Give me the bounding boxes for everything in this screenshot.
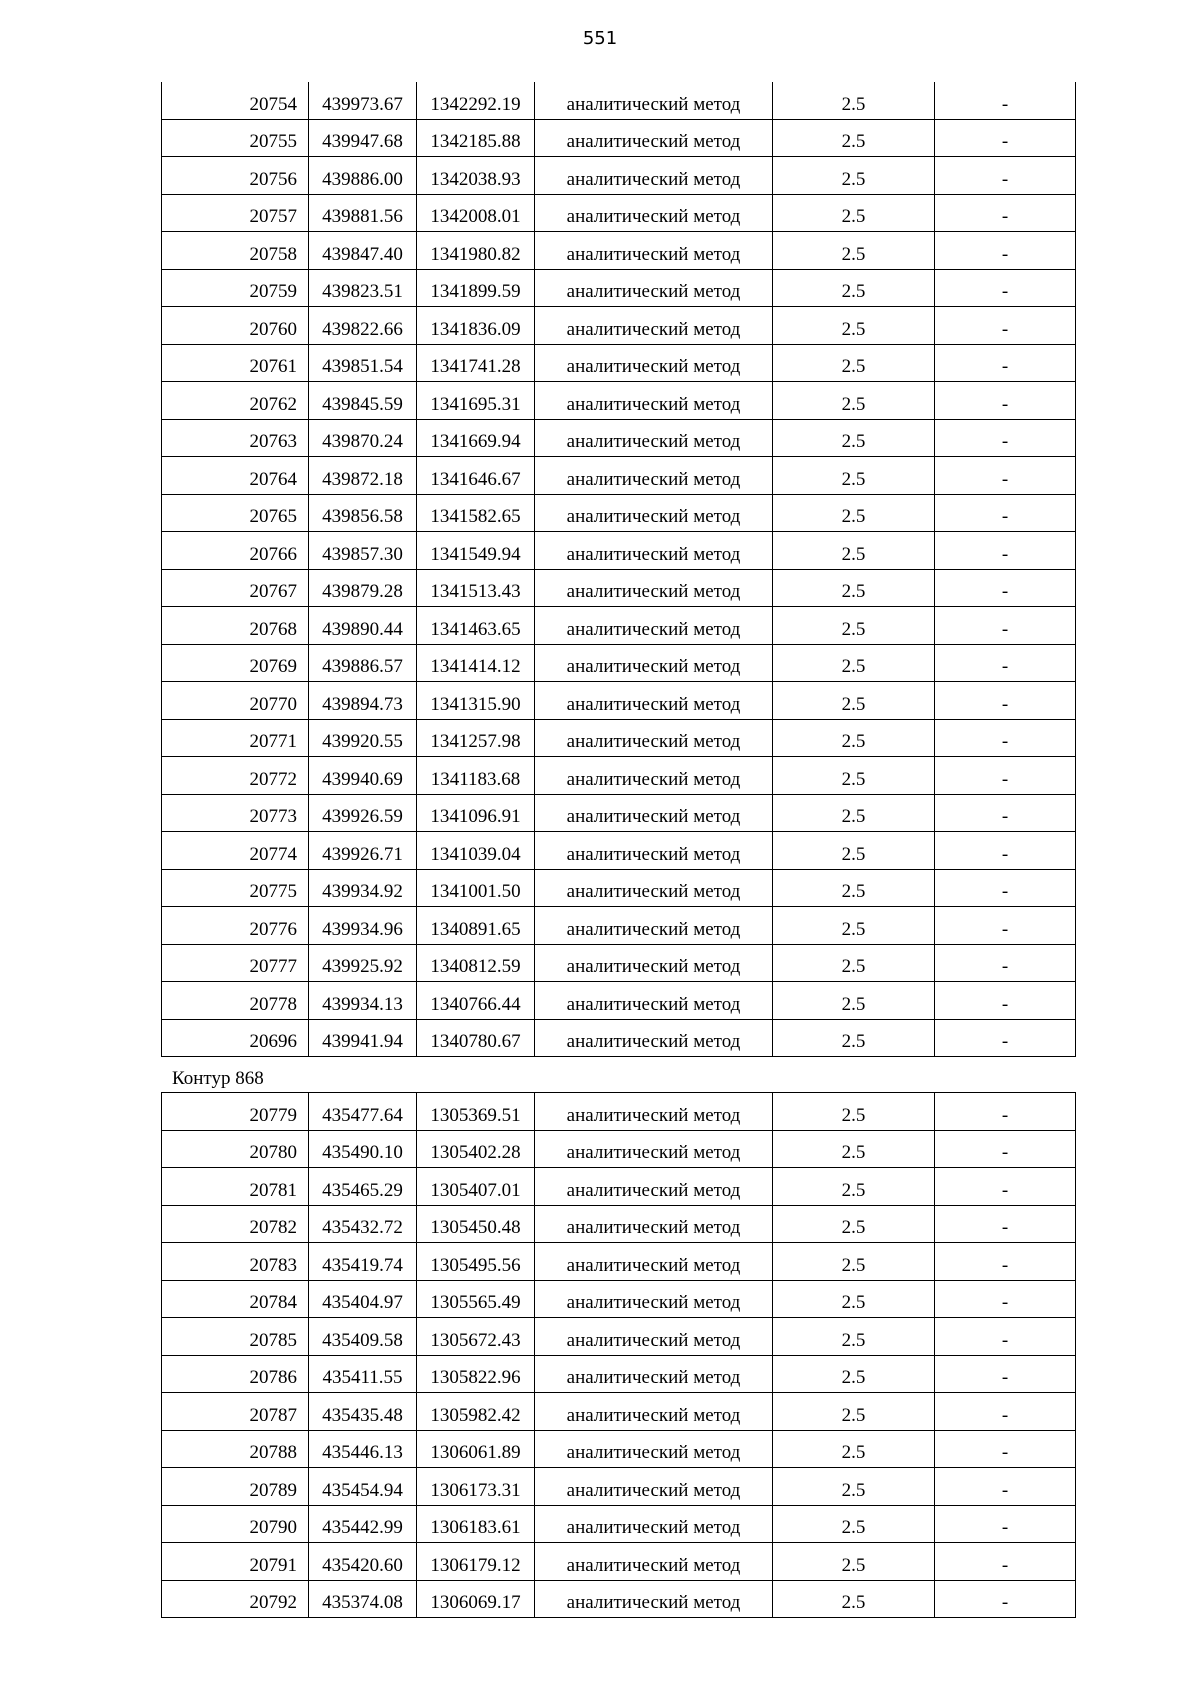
table-row: [162, 457, 1076, 495]
table-row: [162, 1130, 1076, 1168]
table-row: [162, 232, 1076, 270]
point-number-cell: 20696: [162, 1019, 309, 1057]
description-cell: -: [935, 869, 1076, 907]
accuracy-cell: 2.5: [773, 1168, 935, 1206]
method-cell: аналитический метод: [535, 82, 773, 119]
method-cell: аналитический метод: [535, 794, 773, 832]
description-cell: -: [935, 1243, 1076, 1281]
description-cell: -: [935, 1505, 1076, 1543]
method-cell: аналитический метод: [535, 1205, 773, 1243]
accuracy-cell: 2.5: [773, 1019, 935, 1057]
table-row: [162, 82, 1076, 119]
description-cell: -: [935, 1093, 1076, 1131]
x-coordinate-cell: 435411.55: [309, 1355, 417, 1393]
method-cell: аналитический метод: [535, 682, 773, 720]
description-cell: -: [935, 1205, 1076, 1243]
point-number-cell: 20780: [162, 1130, 309, 1168]
x-coordinate-cell: 439886.00: [309, 157, 417, 195]
accuracy-cell: 2.5: [773, 157, 935, 195]
point-number-cell: 20788: [162, 1430, 309, 1468]
method-cell: аналитический метод: [535, 1093, 773, 1131]
table-row: [162, 419, 1076, 457]
y-coordinate-cell: 1341001.50: [417, 869, 535, 907]
table-row: [162, 869, 1076, 907]
point-number-cell: 20766: [162, 532, 309, 570]
method-cell: аналитический метод: [535, 1580, 773, 1618]
description-cell: -: [935, 682, 1076, 720]
table-row: [162, 119, 1076, 157]
method-cell: аналитический метод: [535, 869, 773, 907]
coordinates-table-continued: [161, 82, 1076, 1057]
x-coordinate-cell: 439890.44: [309, 607, 417, 645]
accuracy-cell: 2.5: [773, 1543, 935, 1581]
accuracy-cell: 2.5: [773, 1393, 935, 1431]
description-cell: -: [935, 1355, 1076, 1393]
x-coordinate-cell: 435490.10: [309, 1130, 417, 1168]
table-row: [162, 157, 1076, 195]
table-row: [162, 1280, 1076, 1318]
y-coordinate-cell: 1340891.65: [417, 907, 535, 945]
y-coordinate-cell: 1341039.04: [417, 832, 535, 870]
table-row: [162, 907, 1076, 945]
coordinates-table-body: [162, 82, 1076, 1057]
y-coordinate-cell: 1306183.61: [417, 1505, 535, 1543]
description-cell: -: [935, 982, 1076, 1020]
y-coordinate-cell: 1306061.89: [417, 1430, 535, 1468]
y-coordinate-cell: 1340780.67: [417, 1019, 535, 1057]
point-number-cell: 20760: [162, 307, 309, 345]
x-coordinate-cell: 435446.13: [309, 1430, 417, 1468]
y-coordinate-cell: 1341549.94: [417, 532, 535, 570]
y-coordinate-cell: 1341414.12: [417, 644, 535, 682]
x-coordinate-cell: 435454.94: [309, 1468, 417, 1506]
accuracy-cell: 2.5: [773, 757, 935, 795]
point-number-cell: 20755: [162, 119, 309, 157]
point-number-cell: 20773: [162, 794, 309, 832]
coordinates-table-body: [162, 1093, 1076, 1618]
point-number-cell: 20758: [162, 232, 309, 270]
method-cell: аналитический метод: [535, 1468, 773, 1506]
y-coordinate-cell: 1341980.82: [417, 232, 535, 270]
table-row: [162, 307, 1076, 345]
point-number-cell: 20779: [162, 1093, 309, 1131]
description-cell: -: [935, 344, 1076, 382]
method-cell: аналитический метод: [535, 1130, 773, 1168]
y-coordinate-cell: 1305369.51: [417, 1093, 535, 1131]
description-cell: -: [935, 569, 1076, 607]
table-row: [162, 607, 1076, 645]
x-coordinate-cell: 439926.59: [309, 794, 417, 832]
accuracy-cell: 2.5: [773, 344, 935, 382]
point-number-cell: 20754: [162, 82, 309, 119]
description-cell: -: [935, 1543, 1076, 1581]
accuracy-cell: 2.5: [773, 232, 935, 270]
method-cell: аналитический метод: [535, 307, 773, 345]
y-coordinate-cell: 1341096.91: [417, 794, 535, 832]
table-row: [162, 1543, 1076, 1581]
description-cell: -: [935, 607, 1076, 645]
method-cell: аналитический метод: [535, 344, 773, 382]
accuracy-cell: 2.5: [773, 382, 935, 420]
page-number: 551: [582, 28, 618, 49]
point-number-cell: 20790: [162, 1505, 309, 1543]
description-cell: -: [935, 944, 1076, 982]
y-coordinate-cell: 1341513.43: [417, 569, 535, 607]
point-number-cell: 20778: [162, 982, 309, 1020]
table-row: [162, 944, 1076, 982]
accuracy-cell: 2.5: [773, 869, 935, 907]
accuracy-cell: 2.5: [773, 682, 935, 720]
x-coordinate-cell: 439886.57: [309, 644, 417, 682]
y-coordinate-cell: 1341741.28: [417, 344, 535, 382]
y-coordinate-cell: 1342185.88: [417, 119, 535, 157]
description-cell: -: [935, 119, 1076, 157]
method-cell: аналитический метод: [535, 382, 773, 420]
description-cell: -: [935, 532, 1076, 570]
accuracy-cell: 2.5: [773, 194, 935, 232]
accuracy-cell: 2.5: [773, 307, 935, 345]
table-row: [162, 1243, 1076, 1281]
accuracy-cell: 2.5: [773, 907, 935, 945]
x-coordinate-cell: 439947.68: [309, 119, 417, 157]
x-coordinate-cell: 435419.74: [309, 1243, 417, 1281]
accuracy-cell: 2.5: [773, 982, 935, 1020]
accuracy-cell: 2.5: [773, 1430, 935, 1468]
table-row: [162, 382, 1076, 420]
x-coordinate-cell: 435435.48: [309, 1393, 417, 1431]
description-cell: -: [935, 719, 1076, 757]
table-row: [162, 1430, 1076, 1468]
x-coordinate-cell: 439934.92: [309, 869, 417, 907]
method-cell: аналитический метод: [535, 269, 773, 307]
point-number-cell: 20776: [162, 907, 309, 945]
y-coordinate-cell: 1341695.31: [417, 382, 535, 420]
coordinates-table-contour-868: [161, 1092, 1076, 1618]
method-cell: аналитический метод: [535, 719, 773, 757]
method-cell: аналитический метод: [535, 1243, 773, 1281]
accuracy-cell: 2.5: [773, 532, 935, 570]
description-cell: -: [935, 157, 1076, 195]
table-row: [162, 1205, 1076, 1243]
y-coordinate-cell: 1341669.94: [417, 419, 535, 457]
method-cell: аналитический метод: [535, 982, 773, 1020]
description-cell: -: [935, 82, 1076, 119]
method-cell: аналитический метод: [535, 607, 773, 645]
table-row: [162, 644, 1076, 682]
y-coordinate-cell: 1342292.19: [417, 82, 535, 119]
table-row: [162, 1019, 1076, 1057]
table-row: [162, 1355, 1076, 1393]
table-row: [162, 982, 1076, 1020]
table-row: [162, 1468, 1076, 1506]
method-cell: аналитический метод: [535, 1318, 773, 1356]
point-number-cell: 20761: [162, 344, 309, 382]
description-cell: -: [935, 1019, 1076, 1057]
accuracy-cell: 2.5: [773, 719, 935, 757]
method-cell: аналитический метод: [535, 832, 773, 870]
x-coordinate-cell: 439973.67: [309, 82, 417, 119]
method-cell: аналитический метод: [535, 157, 773, 195]
point-number-cell: 20763: [162, 419, 309, 457]
table-row: [162, 494, 1076, 532]
x-coordinate-cell: 439934.13: [309, 982, 417, 1020]
y-coordinate-cell: 1342038.93: [417, 157, 535, 195]
point-number-cell: 20756: [162, 157, 309, 195]
method-cell: аналитический метод: [535, 1280, 773, 1318]
method-cell: аналитический метод: [535, 1505, 773, 1543]
x-coordinate-cell: 439926.71: [309, 832, 417, 870]
method-cell: аналитический метод: [535, 532, 773, 570]
accuracy-cell: 2.5: [773, 82, 935, 119]
x-coordinate-cell: 439851.54: [309, 344, 417, 382]
table-row: [162, 1393, 1076, 1431]
accuracy-cell: 2.5: [773, 644, 935, 682]
point-number-cell: 20787: [162, 1393, 309, 1431]
accuracy-cell: 2.5: [773, 1280, 935, 1318]
method-cell: аналитический метод: [535, 1168, 773, 1206]
table-row: [162, 194, 1076, 232]
point-number-cell: 20759: [162, 269, 309, 307]
accuracy-cell: 2.5: [773, 1205, 935, 1243]
x-coordinate-cell: 439847.40: [309, 232, 417, 270]
method-cell: аналитический метод: [535, 457, 773, 495]
accuracy-cell: 2.5: [773, 419, 935, 457]
x-coordinate-cell: 439872.18: [309, 457, 417, 495]
x-coordinate-cell: 439934.96: [309, 907, 417, 945]
method-cell: аналитический метод: [535, 419, 773, 457]
description-cell: -: [935, 1318, 1076, 1356]
accuracy-cell: 2.5: [773, 832, 935, 870]
description-cell: -: [935, 1130, 1076, 1168]
point-number-cell: 20774: [162, 832, 309, 870]
y-coordinate-cell: 1341257.98: [417, 719, 535, 757]
description-cell: -: [935, 419, 1076, 457]
contour-label: Контур 868: [172, 1068, 264, 1089]
x-coordinate-cell: 439823.51: [309, 269, 417, 307]
x-coordinate-cell: 439845.59: [309, 382, 417, 420]
description-cell: -: [935, 1393, 1076, 1431]
point-number-cell: 20771: [162, 719, 309, 757]
accuracy-cell: 2.5: [773, 944, 935, 982]
description-cell: -: [935, 644, 1076, 682]
accuracy-cell: 2.5: [773, 1318, 935, 1356]
y-coordinate-cell: 1341646.67: [417, 457, 535, 495]
x-coordinate-cell: 439879.28: [309, 569, 417, 607]
y-coordinate-cell: 1305495.56: [417, 1243, 535, 1281]
y-coordinate-cell: 1342008.01: [417, 194, 535, 232]
description-cell: -: [935, 382, 1076, 420]
point-number-cell: 20777: [162, 944, 309, 982]
x-coordinate-cell: 435404.97: [309, 1280, 417, 1318]
description-cell: -: [935, 269, 1076, 307]
y-coordinate-cell: 1306179.12: [417, 1543, 535, 1581]
description-cell: -: [935, 1580, 1076, 1618]
method-cell: аналитический метод: [535, 194, 773, 232]
y-coordinate-cell: 1305402.28: [417, 1130, 535, 1168]
accuracy-cell: 2.5: [773, 569, 935, 607]
y-coordinate-cell: 1305672.43: [417, 1318, 535, 1356]
description-cell: -: [935, 1168, 1076, 1206]
x-coordinate-cell: 435374.08: [309, 1580, 417, 1618]
y-coordinate-cell: 1341463.65: [417, 607, 535, 645]
y-coordinate-cell: 1305982.42: [417, 1393, 535, 1431]
description-cell: -: [935, 1430, 1076, 1468]
method-cell: аналитический метод: [535, 1393, 773, 1431]
point-number-cell: 20764: [162, 457, 309, 495]
description-cell: -: [935, 1280, 1076, 1318]
accuracy-cell: 2.5: [773, 1580, 935, 1618]
method-cell: аналитический метод: [535, 232, 773, 270]
accuracy-cell: 2.5: [773, 1130, 935, 1168]
y-coordinate-cell: 1305822.96: [417, 1355, 535, 1393]
accuracy-cell: 2.5: [773, 1355, 935, 1393]
method-cell: аналитический метод: [535, 119, 773, 157]
table-row: [162, 1318, 1076, 1356]
x-coordinate-cell: 435442.99: [309, 1505, 417, 1543]
x-coordinate-cell: 435409.58: [309, 1318, 417, 1356]
point-number-cell: 20762: [162, 382, 309, 420]
method-cell: аналитический метод: [535, 644, 773, 682]
point-number-cell: 20775: [162, 869, 309, 907]
point-number-cell: 20772: [162, 757, 309, 795]
x-coordinate-cell: 435477.64: [309, 1093, 417, 1131]
method-cell: аналитический метод: [535, 944, 773, 982]
x-coordinate-cell: 435465.29: [309, 1168, 417, 1206]
x-coordinate-cell: 435420.60: [309, 1543, 417, 1581]
accuracy-cell: 2.5: [773, 1243, 935, 1281]
accuracy-cell: 2.5: [773, 269, 935, 307]
y-coordinate-cell: 1341899.59: [417, 269, 535, 307]
table-row: [162, 794, 1076, 832]
method-cell: аналитический метод: [535, 1430, 773, 1468]
y-coordinate-cell: 1341315.90: [417, 682, 535, 720]
point-number-cell: 20784: [162, 1280, 309, 1318]
method-cell: аналитический метод: [535, 494, 773, 532]
table-row: [162, 1505, 1076, 1543]
accuracy-cell: 2.5: [773, 494, 935, 532]
method-cell: аналитический метод: [535, 907, 773, 945]
accuracy-cell: 2.5: [773, 607, 935, 645]
description-cell: -: [935, 1468, 1076, 1506]
accuracy-cell: 2.5: [773, 794, 935, 832]
table-row: [162, 269, 1076, 307]
point-number-cell: 20781: [162, 1168, 309, 1206]
description-cell: -: [935, 832, 1076, 870]
point-number-cell: 20767: [162, 569, 309, 607]
x-coordinate-cell: 439925.92: [309, 944, 417, 982]
x-coordinate-cell: 439920.55: [309, 719, 417, 757]
point-number-cell: 20789: [162, 1468, 309, 1506]
point-number-cell: 20792: [162, 1580, 309, 1618]
point-number-cell: 20785: [162, 1318, 309, 1356]
y-coordinate-cell: 1305407.01: [417, 1168, 535, 1206]
x-coordinate-cell: 439940.69: [309, 757, 417, 795]
table-row: [162, 719, 1076, 757]
point-number-cell: 20765: [162, 494, 309, 532]
description-cell: -: [935, 794, 1076, 832]
table-row: [162, 344, 1076, 382]
accuracy-cell: 2.5: [773, 1505, 935, 1543]
x-coordinate-cell: 439870.24: [309, 419, 417, 457]
x-coordinate-cell: 439941.94: [309, 1019, 417, 1057]
point-number-cell: 20770: [162, 682, 309, 720]
table-row: [162, 832, 1076, 870]
y-coordinate-cell: 1341582.65: [417, 494, 535, 532]
point-number-cell: 20757: [162, 194, 309, 232]
y-coordinate-cell: 1305450.48: [417, 1205, 535, 1243]
x-coordinate-cell: 439881.56: [309, 194, 417, 232]
method-cell: аналитический метод: [535, 1019, 773, 1057]
y-coordinate-cell: 1340766.44: [417, 982, 535, 1020]
y-coordinate-cell: 1306173.31: [417, 1468, 535, 1506]
y-coordinate-cell: 1305565.49: [417, 1280, 535, 1318]
table-row: [162, 1168, 1076, 1206]
method-cell: аналитический метод: [535, 569, 773, 607]
table-row: [162, 757, 1076, 795]
description-cell: -: [935, 194, 1076, 232]
description-cell: -: [935, 907, 1076, 945]
point-number-cell: 20786: [162, 1355, 309, 1393]
description-cell: -: [935, 232, 1076, 270]
x-coordinate-cell: 439856.58: [309, 494, 417, 532]
description-cell: -: [935, 457, 1076, 495]
table-row: [162, 1580, 1076, 1618]
point-number-cell: 20769: [162, 644, 309, 682]
y-coordinate-cell: 1341836.09: [417, 307, 535, 345]
method-cell: аналитический метод: [535, 1543, 773, 1581]
method-cell: аналитический метод: [535, 1355, 773, 1393]
description-cell: -: [935, 494, 1076, 532]
accuracy-cell: 2.5: [773, 119, 935, 157]
point-number-cell: 20768: [162, 607, 309, 645]
y-coordinate-cell: 1306069.17: [417, 1580, 535, 1618]
x-coordinate-cell: 435432.72: [309, 1205, 417, 1243]
point-number-cell: 20782: [162, 1205, 309, 1243]
table-row: [162, 569, 1076, 607]
table-row: [162, 682, 1076, 720]
y-coordinate-cell: 1340812.59: [417, 944, 535, 982]
x-coordinate-cell: 439822.66: [309, 307, 417, 345]
table-row: [162, 532, 1076, 570]
description-cell: -: [935, 307, 1076, 345]
method-cell: аналитический метод: [535, 757, 773, 795]
accuracy-cell: 2.5: [773, 1468, 935, 1506]
x-coordinate-cell: 439894.73: [309, 682, 417, 720]
y-coordinate-cell: 1341183.68: [417, 757, 535, 795]
description-cell: -: [935, 757, 1076, 795]
accuracy-cell: 2.5: [773, 457, 935, 495]
table-row: [162, 1093, 1076, 1131]
point-number-cell: 20791: [162, 1543, 309, 1581]
x-coordinate-cell: 439857.30: [309, 532, 417, 570]
accuracy-cell: 2.5: [773, 1093, 935, 1131]
point-number-cell: 20783: [162, 1243, 309, 1281]
